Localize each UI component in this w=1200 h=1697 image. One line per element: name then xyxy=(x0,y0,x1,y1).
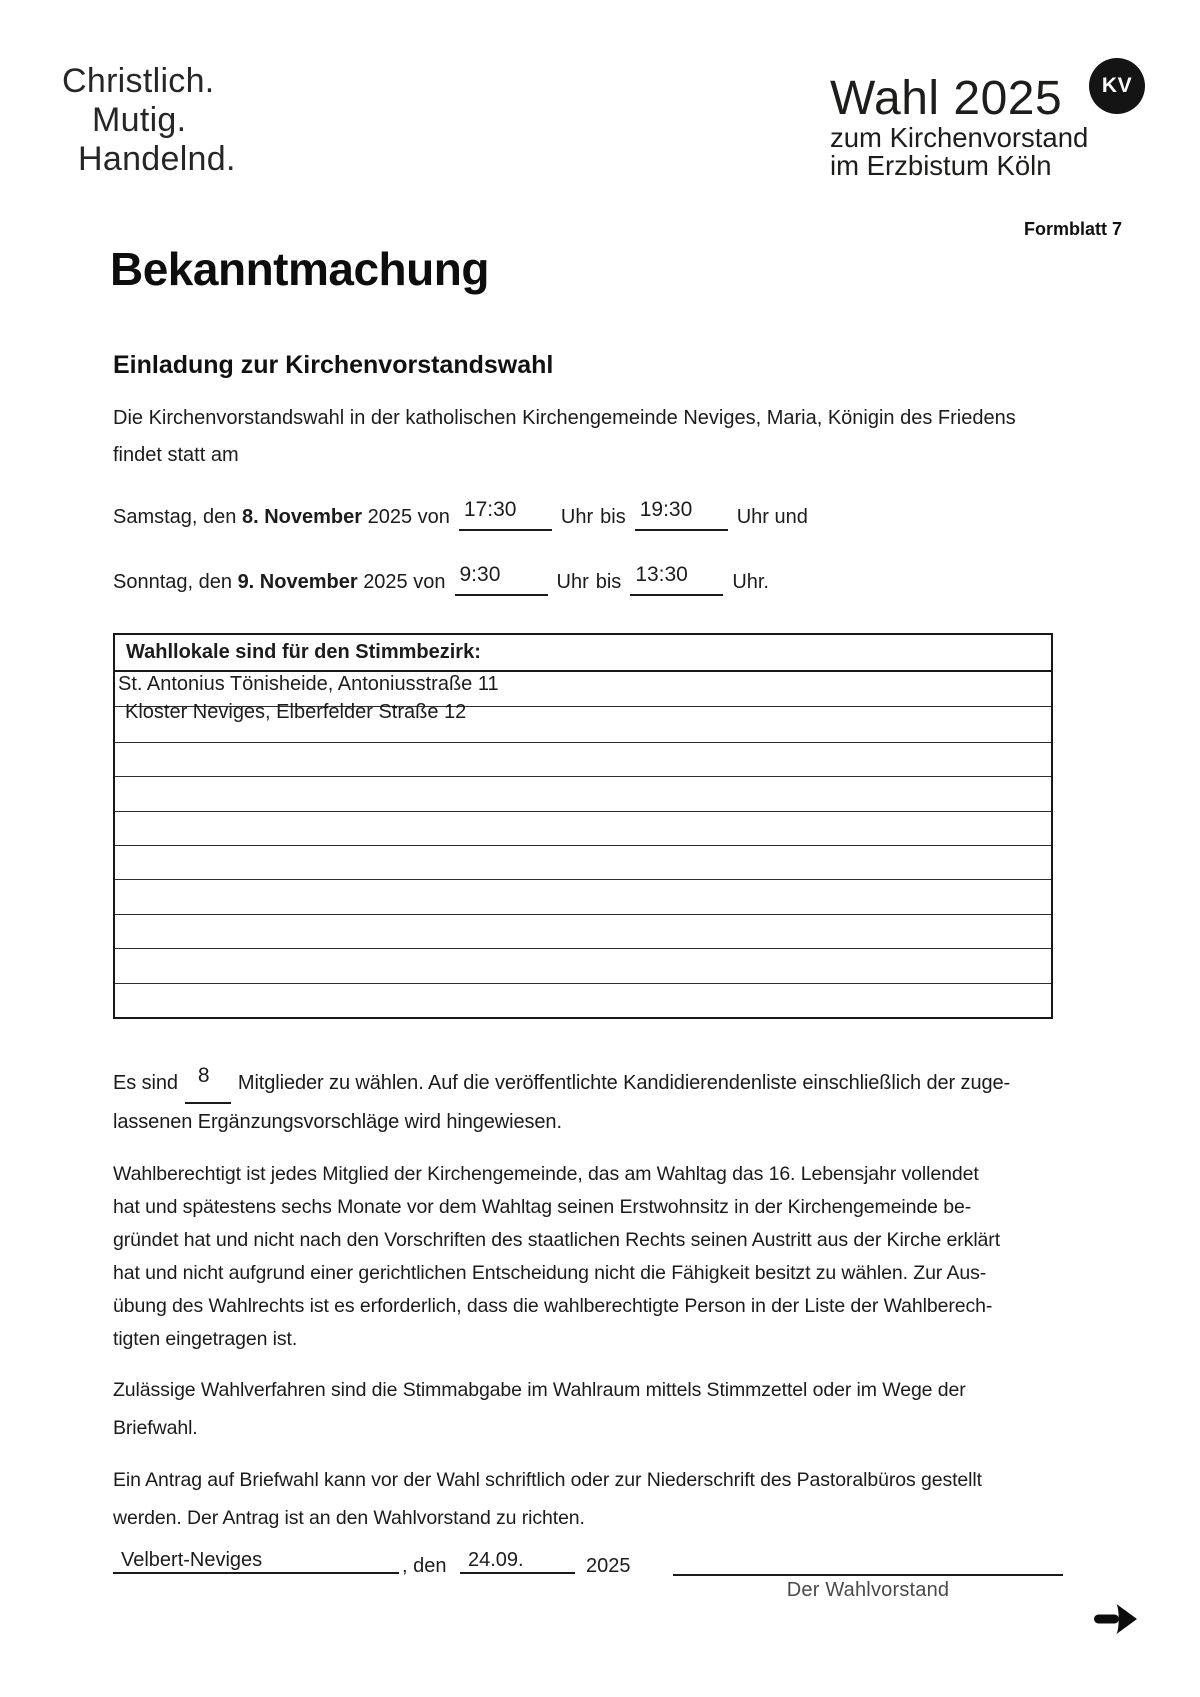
postal-vote-line: werden. Der Antrag ist an den Wahlvorstand zu richten. xyxy=(113,1507,585,1529)
sunday-day-label: Sonntag, den xyxy=(113,571,232,593)
saturday-from-time-field xyxy=(459,498,552,531)
logo-line: Handelnd. xyxy=(78,140,236,178)
procedures-line: Briefwahl. xyxy=(113,1417,198,1439)
polling-places-table xyxy=(113,633,1053,1019)
uhr-label: Uhr. xyxy=(732,571,769,593)
sunday-to-time-field xyxy=(630,563,723,596)
members-paragraph xyxy=(113,1064,1010,1141)
procedures-line: Zulässige Wahlverfahren sind die Stimmabgabe im Wahlraum mittels Stimmzettel oder im Wege der xyxy=(113,1379,966,1401)
polling-place-value: Kloster Neviges, Elberfelder Straße 12 xyxy=(125,701,467,724)
eligibility-line: übung des Wahlrechts ist es erforderlich, dass die wahlberechtigte Person in der Liste der Wahlberech- xyxy=(113,1295,993,1317)
campaign-title: Wahl 2025 xyxy=(830,72,1063,125)
sunday-schedule-row xyxy=(113,563,769,596)
bis-label: bis xyxy=(600,506,626,528)
campaign-subtitle-1: zum Kirchenvorstand xyxy=(830,122,1089,153)
procedures-paragraph xyxy=(113,1371,966,1447)
campaign-logo xyxy=(62,62,236,179)
intro-label: Die Kirchenvorstandswahl in der katholischen Kirchengemeinde xyxy=(113,407,678,429)
table-row xyxy=(115,880,1051,914)
place-field xyxy=(113,1546,399,1574)
table-header: Wahllokale sind für den Stimmbezirk: xyxy=(115,635,1051,672)
sunday-from-time-value: 9:30 xyxy=(459,563,501,586)
campaign-block xyxy=(830,74,1088,180)
table-row xyxy=(115,812,1051,846)
eligibility-line: Wahlberechtigt ist jedes Mitglied der Kirchengemeinde, das am Wahltag das 16. Lebensjahr vollendet xyxy=(113,1163,979,1185)
table-row xyxy=(115,984,1051,1017)
saturday-day-label: Samstag, den xyxy=(113,506,237,528)
sunday-year: 2025 xyxy=(363,571,408,593)
eligibility-line: gründet hat und nicht nach den Vorschriften des staatlichen Rechts seinen Austritt aus der Kirche erklärt xyxy=(113,1229,1001,1251)
table-row xyxy=(115,949,1051,983)
form-sheet-label: Formblatt 7 xyxy=(1023,219,1122,239)
eligibility-line: hat und nicht aufgrund einer gerichtlichen Entscheidung nicht die Fähigkeit besitzt zu wählen. Zur Aus- xyxy=(113,1262,987,1284)
intro-line-2: findet statt am xyxy=(113,444,239,466)
postal-vote-line: Ein Antrag auf Briefwahl kann vor der Wahl schriftlich oder zur Niederschrift des Pastoralbüros gestellt xyxy=(113,1469,982,1491)
date-field xyxy=(460,1546,575,1574)
saturday-to-time-value: 19:30 xyxy=(639,498,693,521)
uhr-label: Uhr xyxy=(560,506,594,528)
table-row xyxy=(115,846,1051,880)
saturday-date: 8. November xyxy=(241,506,363,528)
bis-label: bis xyxy=(595,571,622,593)
date-value: 24.09. xyxy=(468,1549,524,1571)
signature-row xyxy=(113,1546,1060,1608)
saturday-from-time-value: 17:30 xyxy=(463,498,517,521)
uhr-und-label: Uhr und xyxy=(736,506,808,528)
table-row xyxy=(115,777,1051,811)
members-count-field xyxy=(185,1064,231,1104)
saturday-schedule-row xyxy=(113,498,808,531)
uhr-label: Uhr xyxy=(556,571,589,593)
table-row xyxy=(115,743,1051,777)
members-before: Es sind xyxy=(113,1072,178,1094)
polling-place-value: St. Antonius Tönisheide, Antoniusstraße 11 xyxy=(118,673,499,695)
kv-badge-icon: KV xyxy=(1089,58,1145,114)
saturday-to-time-field xyxy=(635,498,728,531)
postal-vote-paragraph xyxy=(113,1461,982,1537)
eligibility-line: hat und spätestens sechs Monate vor dem Wahltag seinen Erstwohnsitz in der Kirchengemeinde be- xyxy=(113,1196,972,1218)
intro-paragraph xyxy=(113,400,1016,474)
eligibility-line: tigten eingetragen ist. xyxy=(113,1328,298,1350)
members-after: Mitglieder zu wählen. Auf die veröffentlichte Kandidierendenliste einschließlich der zuge- xyxy=(237,1072,1011,1094)
members-count-value: 8 xyxy=(197,1064,210,1087)
intro-line-1 xyxy=(113,400,1016,437)
den-label: , den xyxy=(402,1555,447,1577)
page-title: Bekanntmachung xyxy=(110,243,489,295)
von-label: von xyxy=(417,506,450,528)
table-row xyxy=(115,701,1051,742)
von-label: von xyxy=(413,571,446,593)
parish-name-value: Neviges, Maria, Königin des Friedens xyxy=(683,407,1016,429)
eligibility-paragraph xyxy=(113,1158,1000,1356)
members-line-1 xyxy=(113,1064,1010,1104)
sunday-date: 9. November xyxy=(237,571,358,593)
year-label: 2025 xyxy=(586,1555,631,1577)
members-line-2: lassenen Ergänzungsvorschläge wird hingewiesen. xyxy=(113,1111,562,1133)
signature-line xyxy=(673,1546,1063,1576)
sunday-from-time-field xyxy=(455,563,548,596)
signed-by-label: Der Wahlvorstand xyxy=(786,1579,950,1601)
logo-line: Mutig. xyxy=(92,101,187,139)
saturday-year: 2025 xyxy=(367,506,413,528)
page-subtitle: Einladung zur Kirchenvorstandswahl xyxy=(113,351,554,379)
sunday-to-time-value: 13:30 xyxy=(635,563,688,586)
place-value: Velbert-Neviges xyxy=(121,1549,263,1571)
logo-line: Christlich. xyxy=(62,62,215,100)
right-arrow-icon xyxy=(1092,1601,1142,1637)
campaign-subtitle-2: im Erzbistum Köln xyxy=(830,150,1052,181)
table-row xyxy=(115,915,1051,949)
